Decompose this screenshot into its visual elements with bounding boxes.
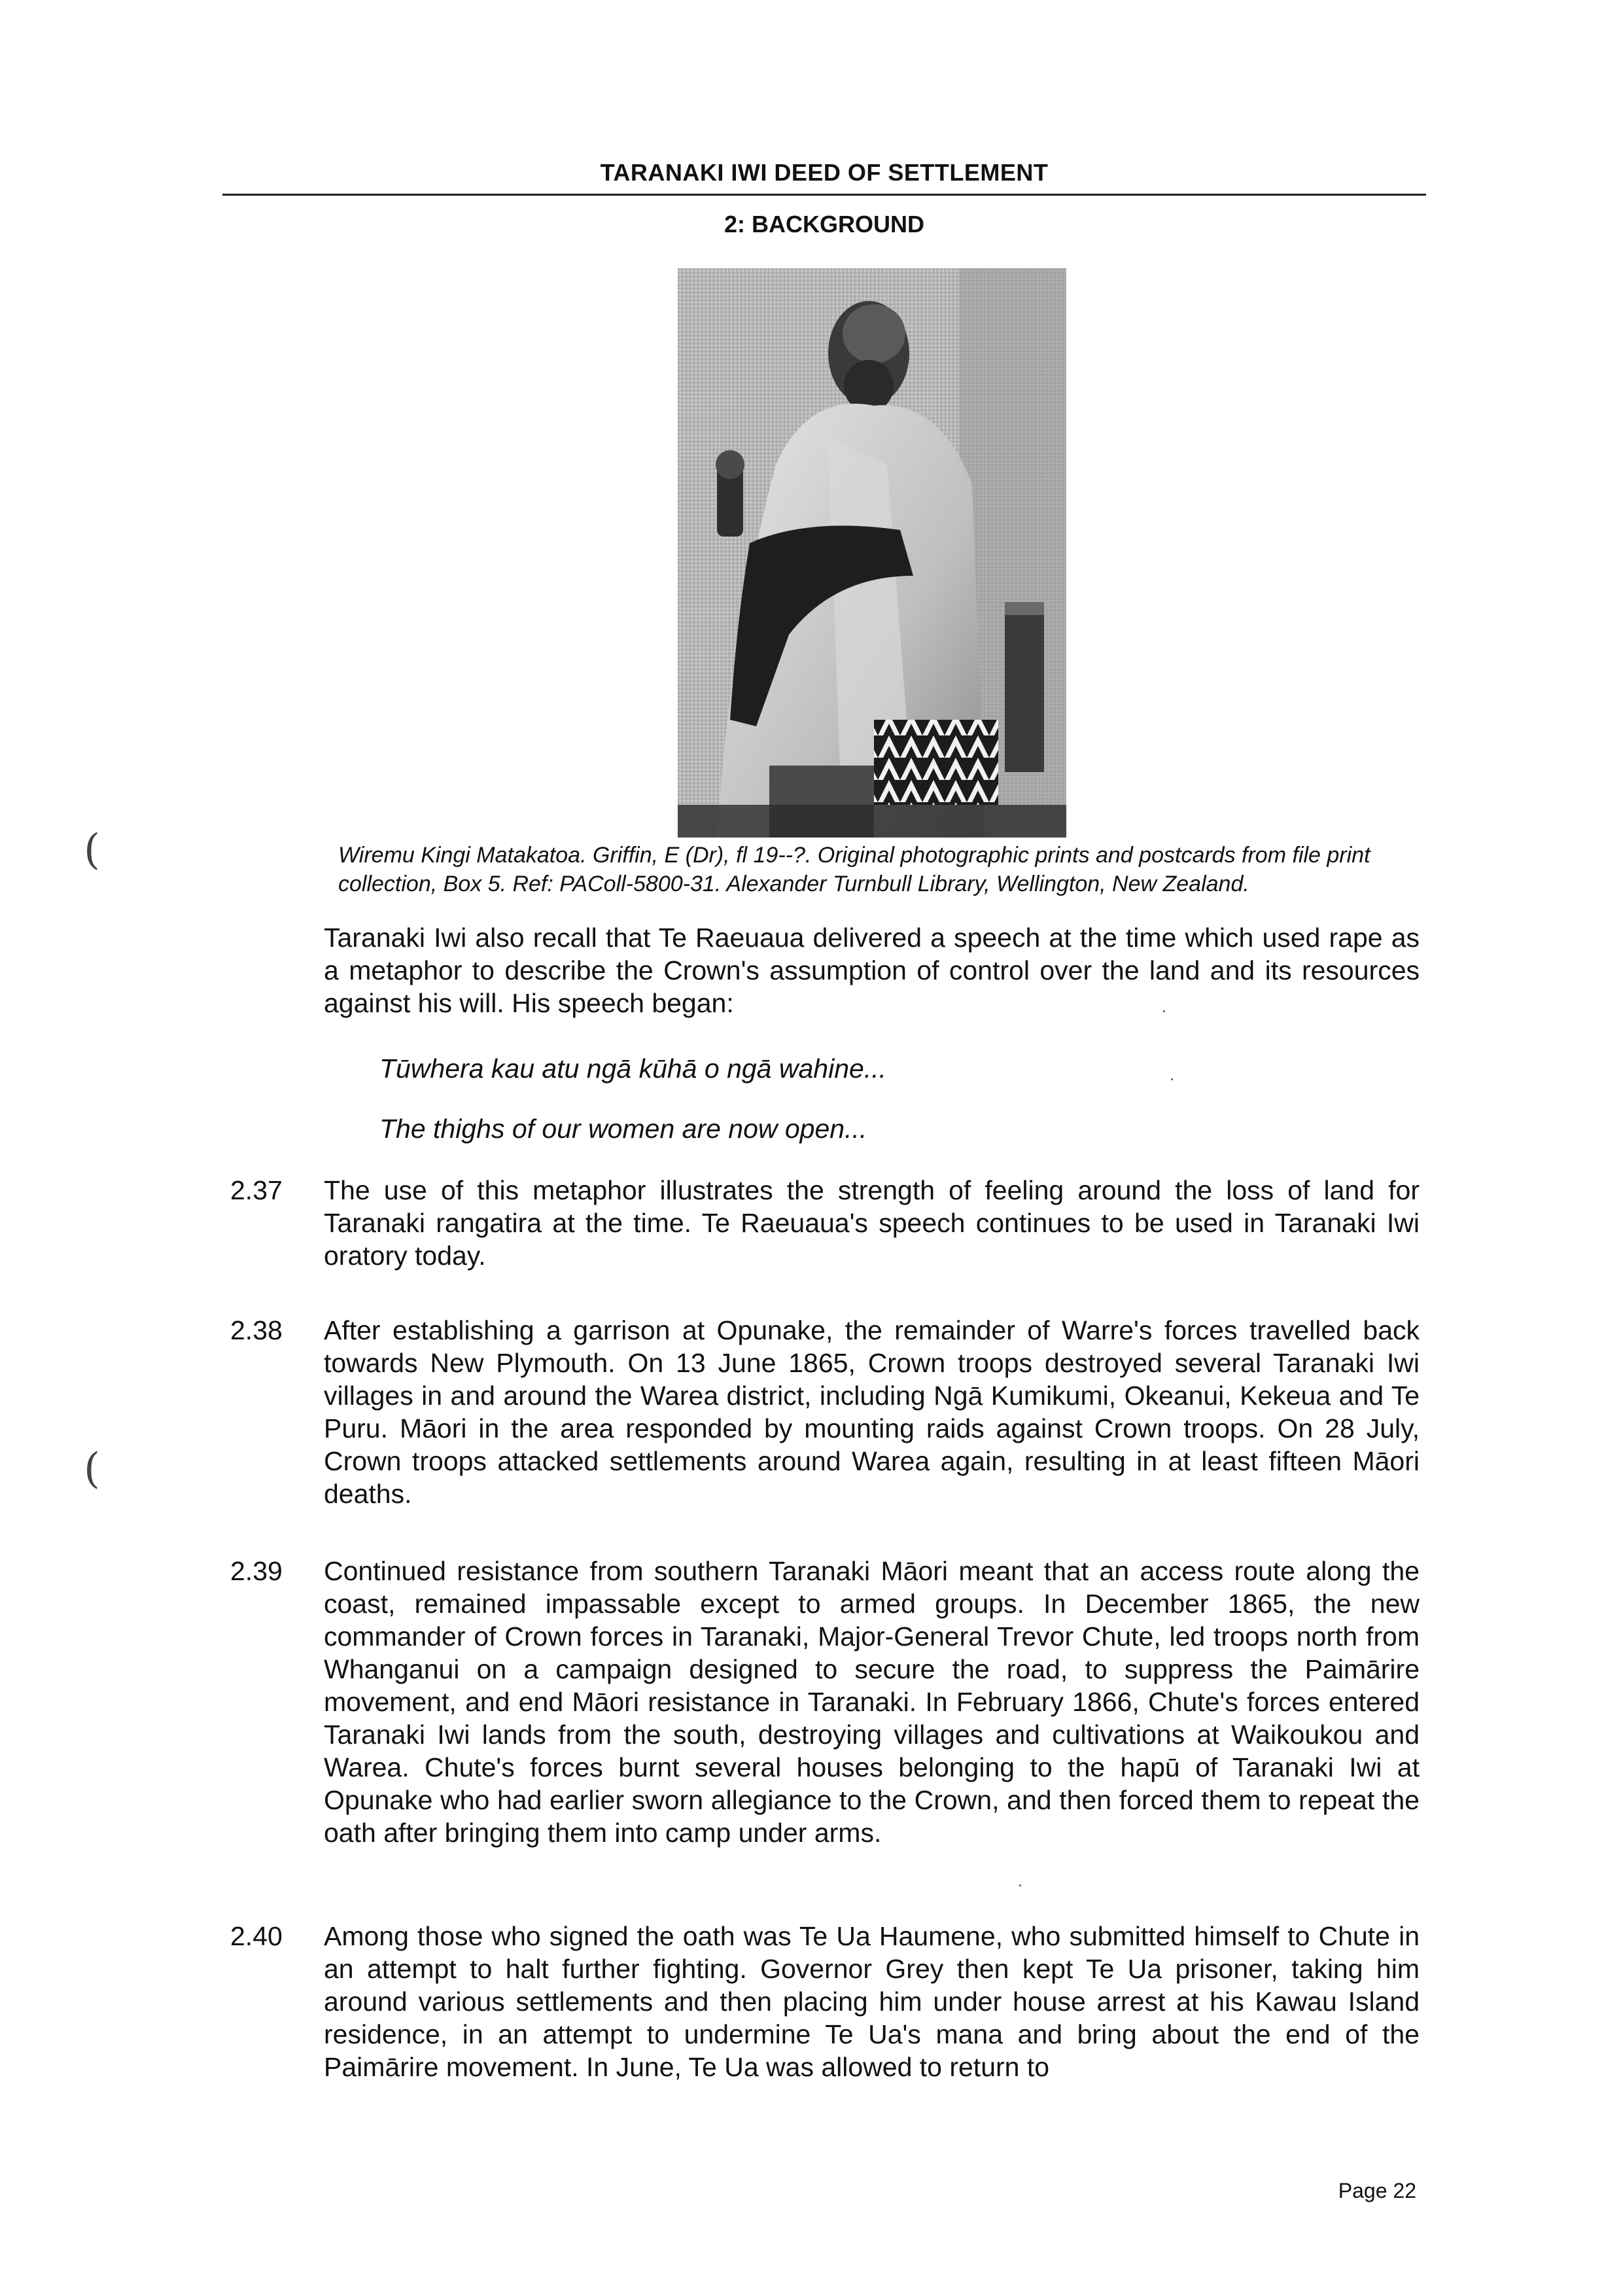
scan-speck bbox=[1163, 1010, 1165, 1012]
quote-english: The thighs of our women are now open... bbox=[379, 1114, 867, 1144]
quote-maori: Tūwhera kau atu ngā kūhā o ngā wahine... bbox=[379, 1053, 886, 1084]
paragraph-number: 2.40 bbox=[230, 1921, 283, 1951]
portrait-photo-image bbox=[678, 268, 1066, 838]
section-title: 2: BACKGROUND bbox=[724, 211, 924, 238]
scan-speck bbox=[1171, 1078, 1173, 1080]
paragraph-number: 2.39 bbox=[230, 1556, 283, 1586]
photo-caption: Wiremu Kingi Matakatoa. Griffin, E (Dr), fl 19--?. Original photographic prints and postcards from file print collection, Box 5. Ref: PAColl-5800-31. Alexander Turnbull Library, Wellington, New Zealand. bbox=[338, 843, 1370, 896]
paragraph-text: After establishing a garrison at Opunake, the remainder of Warre's forces travelled back towards New Plymouth. On 13 June 1865, Crown troops destroyed several Taranaki Iwi villages in and around the Warea district, including Ngā Kumikumi, Okeanui, Kekeua and Te Puru. Māori in the area responded by mounting raids against Crown troops. On 28 July, Crown troops attacked settlements around Warea again, resulting in at least fifteen Māori deaths. bbox=[324, 1315, 1420, 1509]
paragraph-number: 2.38 bbox=[230, 1315, 283, 1345]
header-rule bbox=[222, 194, 1426, 196]
document-title: TARANAKI IWI DEED OF SETTLEMENT bbox=[600, 159, 1049, 186]
margin-bracket-mark: ( bbox=[84, 1445, 100, 1493]
paragraph-text: Among those who signed the oath was Te Ua Haumene, who submitted himself to Chute in an attempt to halt further fighting. Governor Grey then kept Te Ua prisoner, taking him around various settlements and then placing him under house arrest at his Kawau Island residence, in an attempt to undermine Te Ua's mana and bring about the end of the Paimārire movement. In June, Te Ua was allowed to return to bbox=[324, 1921, 1420, 2082]
paragraph-text: Continued resistance from southern Taranaki Māori meant that an access route along the coast, remained impassable except to armed groups. In December 1865, the new commander of Crown forces in Taranaki, Major-General Trevor Chute, led troops north from Whanganui on a campaign designed to secure the road, to suppress the Paimārire movement, and end Māori resistance in Taranaki. In February 1866, Chute's forces entered Taranaki Iwi lands from the south, destroying villages and cultivations at Waikoukou and Warea. Chute's forces burnt several houses belonging to the hapū of Taranaki Iwi at Opunake who had earlier sworn allegiance to the Crown, and then forced them to repeat the oath after bringing them into camp under arms. bbox=[324, 1556, 1420, 1848]
scan-speck bbox=[1019, 1884, 1021, 1886]
portrait-photo bbox=[678, 268, 1066, 838]
page-number: Page 22 bbox=[1338, 2179, 1416, 2202]
intro-paragraph: Taranaki Iwi also recall that Te Raeuaua delivered a speech at the time which used rape as a metaphor to describe the Crown's assumption of control over the land and its resources against his will. His speech began: bbox=[324, 923, 1420, 1018]
margin-bracket-mark: ( bbox=[84, 826, 100, 874]
paragraph-number: 2.37 bbox=[230, 1175, 283, 1205]
paragraph-text: The use of this metaphor illustrates the strength of feeling around the loss of land for Taranaki rangatira at the time. Te Raeuaua's speech continues to be used in Taranaki Iwi oratory today. bbox=[324, 1175, 1420, 1271]
